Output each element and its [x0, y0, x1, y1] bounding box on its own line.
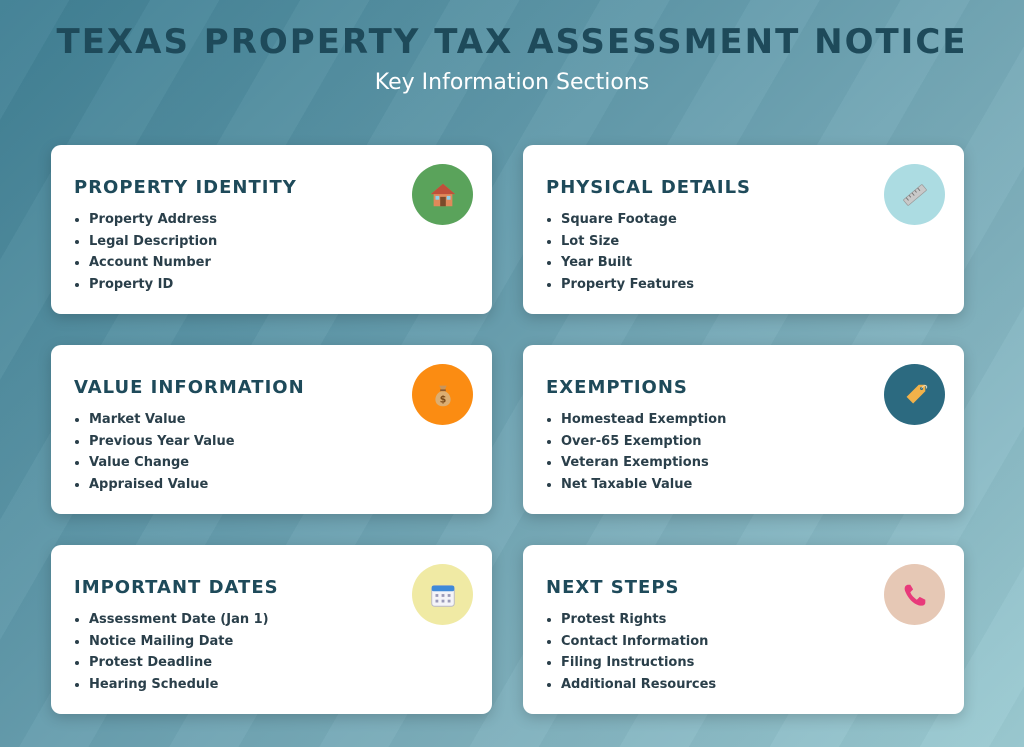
list-item: Previous Year Value	[74, 431, 235, 453]
list-item: Lot Size	[546, 231, 694, 253]
card-next-steps	[523, 545, 964, 714]
header	[0, 20, 1024, 98]
card-title: PHYSICAL DETAILS	[546, 177, 752, 198]
card-value-information	[51, 345, 492, 514]
list-item: Property Address	[74, 209, 217, 231]
card-title: PROPERTY IDENTITY	[74, 177, 297, 198]
card-list	[546, 409, 726, 495]
card-exemptions	[523, 345, 964, 514]
card-list	[546, 609, 716, 695]
page-subtitle: Key Information Sections	[374, 70, 650, 95]
list-item: Protest Deadline	[74, 652, 269, 674]
card-list	[74, 209, 217, 295]
svg-text:$: $	[439, 394, 446, 405]
card-list	[74, 409, 235, 495]
list-item: Account Number	[74, 252, 217, 274]
card-title: VALUE INFORMATION	[74, 377, 305, 398]
list-item: Notice Mailing Date	[74, 631, 269, 653]
list-item: Market Value	[74, 409, 235, 431]
house-icon	[412, 164, 473, 225]
card-physical-details	[523, 145, 964, 314]
money-bag-icon	[412, 364, 473, 425]
list-item: Appraised Value	[74, 474, 235, 496]
list-item: Property ID	[74, 274, 217, 296]
list-item: Property Features	[546, 274, 694, 296]
list-item: Protest Rights	[546, 609, 716, 631]
card-property-identity	[51, 145, 492, 314]
page-title: TEXAS PROPERTY TAX ASSESSMENT NOTICE	[56, 22, 968, 62]
list-item: Contact Information	[546, 631, 716, 653]
list-item: Additional Resources	[546, 674, 716, 696]
list-item: Over-65 Exemption	[546, 431, 726, 453]
card-list	[546, 209, 694, 295]
card-title: NEXT STEPS	[546, 577, 680, 598]
list-item: Legal Description	[74, 231, 217, 253]
tag-icon	[884, 364, 945, 425]
list-item: Veteran Exemptions	[546, 452, 726, 474]
ruler-icon	[884, 164, 945, 225]
list-item: Square Footage	[546, 209, 694, 231]
card-list	[74, 609, 269, 695]
list-item: Year Built	[546, 252, 694, 274]
list-item: Assessment Date (Jan 1)	[74, 609, 269, 631]
card-important-dates	[51, 545, 492, 714]
card-title: EXEMPTIONS	[546, 377, 688, 398]
calendar-icon	[412, 564, 473, 625]
phone-icon	[884, 564, 945, 625]
list-item: Filing Instructions	[546, 652, 716, 674]
card-title: IMPORTANT DATES	[74, 577, 279, 598]
list-item: Net Taxable Value	[546, 474, 726, 496]
list-item: Homestead Exemption	[546, 409, 726, 431]
list-item: Value Change	[74, 452, 235, 474]
list-item: Hearing Schedule	[74, 674, 269, 696]
